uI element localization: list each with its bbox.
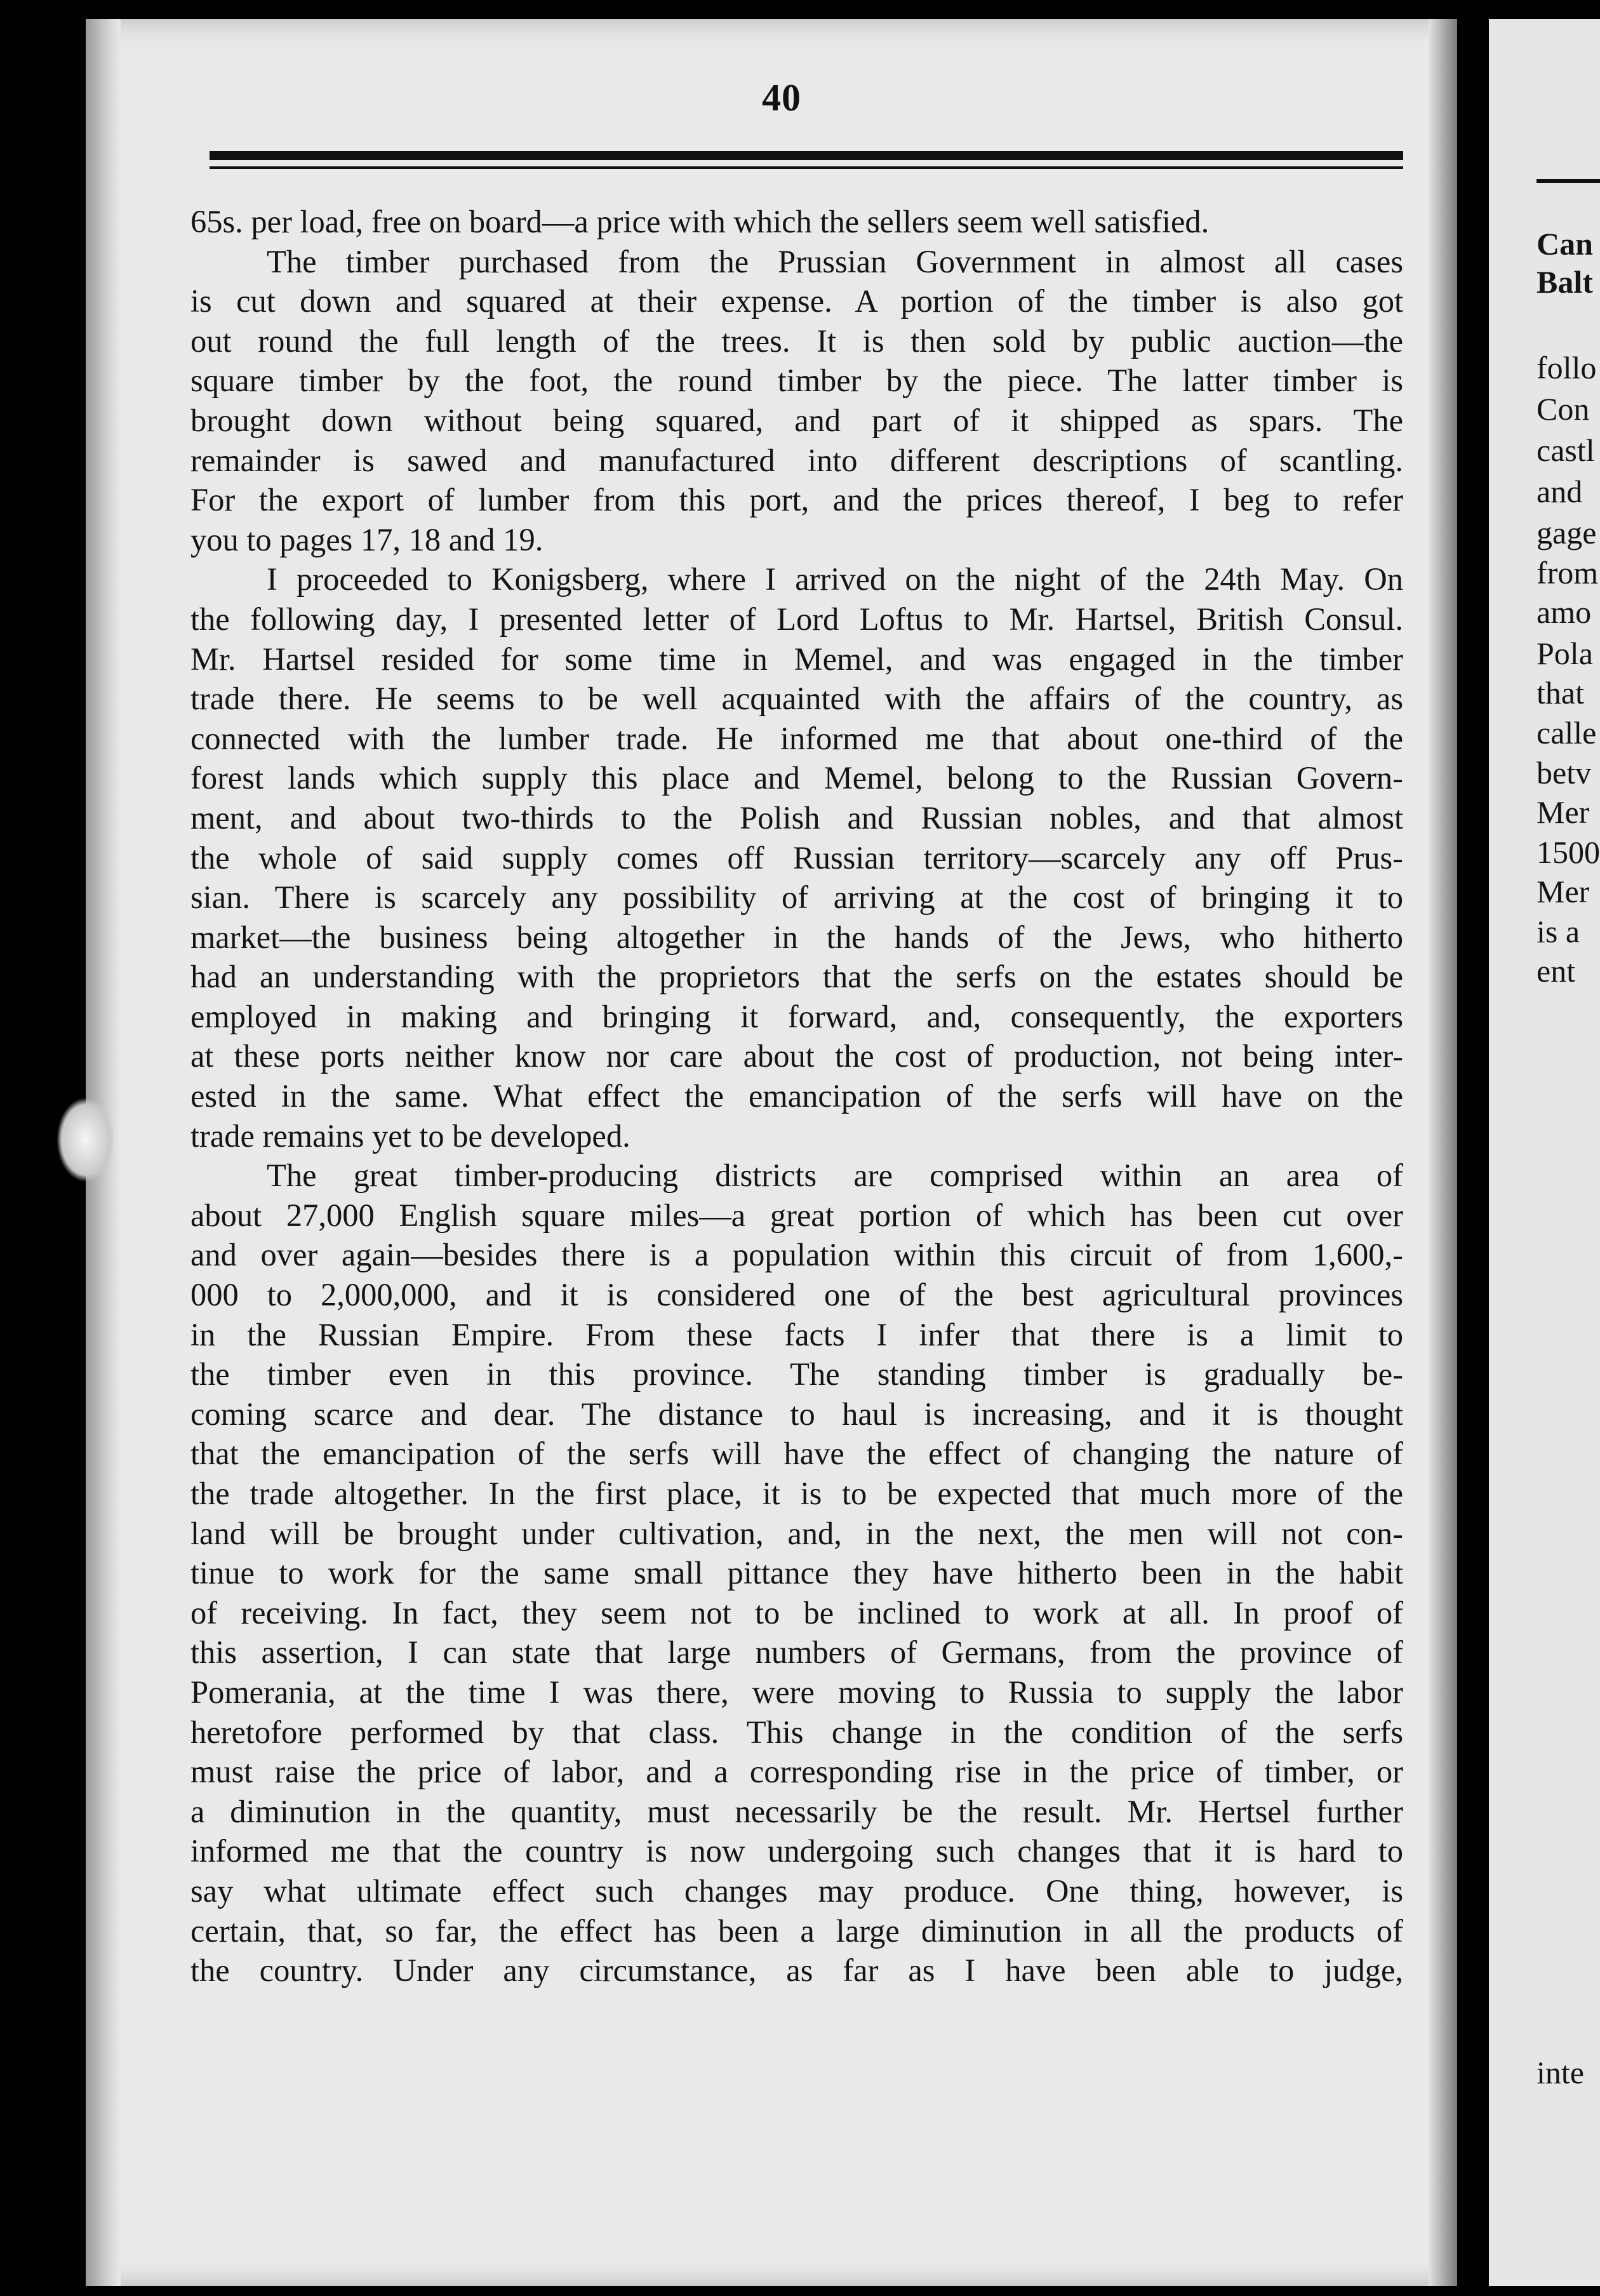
adjacent-page-fragment: that: [1537, 675, 1584, 711]
text-line: the trade altogether. In the first place, it is to be expected that much more of the: [190, 1476, 1403, 1511]
adjacent-page-rule: [1537, 179, 1600, 183]
text-line: and over again—besides there is a population within this circuit of from 1,600,-: [190, 1237, 1403, 1273]
text-line: brought down without being squared, and part of it shipped as spars. The: [190, 402, 1403, 438]
adjacent-page-fragment: calle: [1537, 715, 1597, 751]
adjacent-page-fragment: Balt: [1537, 264, 1593, 300]
text-line: sian. There is scarcely any possibility of arriving at the cost of bringing it to: [190, 879, 1403, 916]
adjacent-page-fragment: and: [1537, 474, 1583, 509]
text-line: must raise the price of labor, and a corresponding rise in the price of timber, or: [190, 1754, 1403, 1790]
text-line: 000 to 2,000,000, and it is considered one of the best agricultural provinces: [190, 1277, 1403, 1313]
text-line: informed me that the country is now undergoing such changes that it is hard to: [190, 1833, 1403, 1869]
adjacent-page-fragment: from: [1537, 555, 1599, 591]
text-line: of receiving. In fact, they seem not to be inclined to work at all. In proof of: [190, 1594, 1403, 1631]
text-line: employed in making and bringing it forward, and, consequently, the exporters: [190, 998, 1403, 1034]
text-line: I proceeded to Konigsberg, where I arrived on the night of the 24th May. On: [267, 561, 1403, 597]
text-line: tinue to work for the same small pittance they have hitherto been in the habit: [190, 1555, 1403, 1591]
text-line: the whole of said supply comes off Russian territory—scarcely any off Prus-: [190, 839, 1403, 876]
text-line: in the Russian Empire. From these facts I infer that there is a limit to: [190, 1316, 1403, 1352]
adjacent-page-fragment: castl: [1537, 432, 1595, 468]
body-text: [190, 202, 1403, 1991]
text-line: coming scarce and dear. The distance to haul is increasing, and it is thought: [190, 1396, 1403, 1432]
text-line: certain, that, so far, the effect has been a large diminution in all the products of: [190, 1912, 1403, 1949]
text-line: that the emancipation of the serfs will have the effect of changing the nature of: [190, 1436, 1403, 1472]
adjacent-page-fragment: inte: [1537, 2055, 1584, 2090]
header-rule-thin: [210, 166, 1403, 169]
text-line: Mr. Hartsel resided for some time in Memel, and was engaged in the timber: [190, 641, 1403, 677]
text-line: at these ports neither know nor care about the cost of production, not being inter-: [190, 1038, 1403, 1074]
text-line: the timber even in this province. The standing timber is gradually be-: [190, 1356, 1403, 1392]
adjacent-page-fragment: Mer: [1537, 874, 1590, 909]
page-number: 40: [762, 77, 801, 119]
right-gutter-shadow: [1429, 19, 1457, 2286]
text-line: heretofore performed by that class. This change in the condition of the serfs: [190, 1714, 1403, 1750]
text-line: square timber by the foot, the round timber by the piece. The latter timber is: [190, 363, 1403, 399]
text-line: the country. Under any circumstance, as far as I have been able to judge,: [190, 1952, 1403, 1989]
text-line: The timber purchased from the Prussian Government in almost all cases: [267, 243, 1403, 279]
text-line: a diminution in the quantity, must necessarily be the result. Mr. Hertsel further: [190, 1793, 1403, 1829]
adjacent-page-fragment: Mer: [1537, 794, 1590, 830]
adjacent-page-fragment: gage: [1537, 515, 1597, 551]
text-line: For the export of lumber from this port, and the prices thereof, I beg to refer: [190, 482, 1403, 518]
adjacent-page-fragment: amo: [1537, 594, 1592, 630]
adjacent-page-fragment: 1500: [1537, 834, 1600, 870]
text-line: you to pages 17, 18 and 19.: [190, 521, 543, 557]
text-line: is cut down and squared at their expense. A portion of the timber is also got: [190, 283, 1403, 319]
adjacent-page-fragment: ent: [1537, 953, 1576, 989]
text-line: ment, and about two-thirds to the Polish and Russian nobles, and that almost: [190, 799, 1403, 836]
text-line: ested in the same. What effect the emancipation of the serfs will have on the: [190, 1078, 1403, 1114]
text-line: 65s. per load, free on board—a price with which the sellers seem well satisfied.: [190, 204, 1210, 239]
text-line: land will be brought under cultivation, and, in the next, the men will not con-: [190, 1515, 1403, 1551]
adjacent-page-fragment: follo: [1537, 350, 1597, 385]
adjacent-page-fragment: Con: [1537, 391, 1590, 427]
text-line: this assertion, I can state that large numbers of Germans, from the province of: [190, 1634, 1403, 1671]
text-line: market—the business being altogether in the hands of the Jews, who hitherto: [190, 919, 1403, 955]
text-line: trade there. He seems to be well acquainted with the affairs of the country, as: [190, 681, 1403, 717]
text-line: remainder is sawed and manufactured into different descriptions of scantling.: [190, 442, 1403, 478]
adjacent-page-fragment: Pola: [1537, 636, 1593, 671]
text-line: connected with the lumber trade. He informed me that about one-third of the: [190, 720, 1403, 756]
header-rule-thick: [210, 151, 1403, 160]
text-line: Pomerania, at the time I was there, were moving to Russia to supply the labor: [190, 1674, 1403, 1710]
adjacent-page-fragment: is a: [1537, 914, 1580, 949]
paper-stain: [57, 1098, 114, 1181]
text-line: had an understanding with the proprietors that the serfs on the estates should be: [190, 959, 1403, 995]
text-line: out round the full length of the trees. It is then sold by public auction—the: [190, 323, 1403, 359]
text-line: the following day, I presented letter of Lord Loftus to Mr. Hartsel, British Consul.: [190, 601, 1403, 637]
adjacent-page-fragment: Can: [1537, 226, 1593, 262]
text-line: The great timber-producing districts are comprised within an area of: [267, 1158, 1403, 1194]
text-line: say what ultimate effect such changes may produce. One thing, however, is: [190, 1872, 1403, 1909]
text-line: about 27,000 English square miles—a great portion of which has been cut over: [190, 1197, 1403, 1233]
text-line: forest lands which supply this place and Memel, belong to the Russian Govern-: [190, 760, 1403, 796]
text-line: trade remains yet to be developed.: [190, 1118, 630, 1154]
adjacent-page-fragment: betv: [1537, 755, 1592, 791]
